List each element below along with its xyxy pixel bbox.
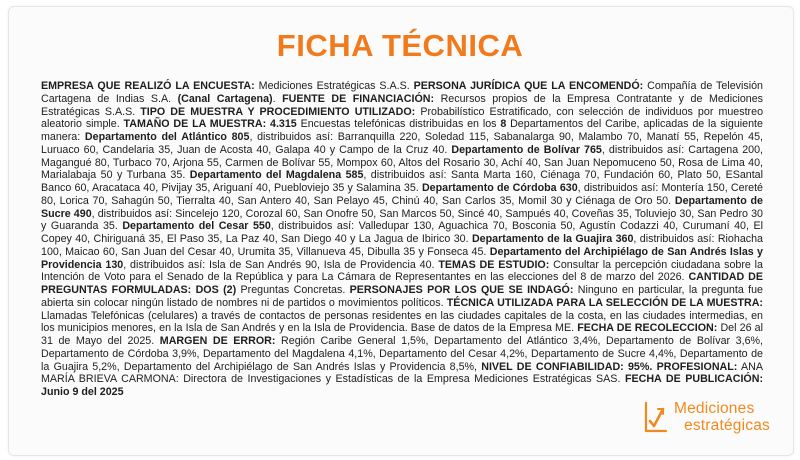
label-cesar: Departamento del Cesar 550 [122,220,271,233]
value-atlantico: , distribuidos así: Barranquilla 220, Soledad 115, Sabanalarga 90, Malambo 70, Manatí 55, Repelón 45, Luruaco 60, Candelaria 35, Juan de Acosta 40, Galapa 40 y Campo de la Cruz 40. [41,131,763,156]
value-empresa: Mediciones Estratégicas S.A.S. [254,80,414,92]
value-personajes: Ninguno en particular, la pregunta fue abierta sin colocar ningún listado de nombres ni de partidos o movimientos políticos. [41,284,763,309]
value-sucre: , distribuidos así: Sincelejo 120, Corozal 60, San Onofre 50, San Marcos 50, Sincé 40, Sampués 40, Coveñas 35, Toluviejo 30, San Pedro 30 y Guaranda 35. [41,207,764,233]
label-profesional: PROFESIONAL: [652,360,738,373]
label-cordoba: Departamento de Córdoba 630 [421,182,578,194]
value-guajira: , distribuidos así: Riohacha 100, Maicao 60, San Juan del Cesar 40, Urumita 35, Villanueva 45, Dibulla 35 y Fonseca 45. [41,233,763,258]
value-fecha-recoleccion: Del 26 al 31 de Mayo del 2025. [41,322,763,347]
value-cordoba: , distribuidos así: Montería 150, Cereté 80, Lorica 70, Sahagún 50, Tierralta 40, San Antero 40, San Pelayo 45, Chinú 40, San Carlos 35, Momil 30 y Ciénaga de Oro 50. [41,182,763,207]
value-tipo: Probabilístico Estratificado, con selección de individuos por muestreo aleatorio simple. [41,105,764,131]
value-tecnica: Llamadas Telefónicas (celulares) a través de contactos de personas residentes en las ciudades capitales de la costa, en las ciudades intermedias, en los municipios menores, en la Isla de San Andrés y en la Isla de Providencia. Base de datos de la Empresa ME. [41,309,763,335]
label-tecnica: TÉCNICA UTILIZADA PARA LA SELECCIÓN DE LA MUESTRA: [446,296,763,309]
value-canal: (Canal Cartagena) [177,92,273,105]
value-san-andres: , distribuidos así: Isla de San Andrés 90, Isla de Providencia 40. [123,258,439,271]
value-margen: Región Caribe General 1,5%, Departamento del Atlántico 3,4%, Departamento de Bolívar 3,6%, Departamento de Córdoba 3,9%, Departamento del Magdalena 4,1%, Departamento del Cesar 4,2%, Departamento de Sucre 4,4%, Departamento de la Guajira 5,2%, Departamento del Archipiélago de San Andrés Islas y Providencia 8,5%, [41,335,763,373]
label-magdalena: Departamento del Magdalena 585 [189,169,364,182]
value-temas: Consultar la percepción ciudadana sobre la Intención de Voto para el Senado de la República y para La Cámara de Representantes en las elecciones del 8 de marzo del 2026. [41,258,763,284]
label-persona: PERSONA JURÍDICA QUE LA ENCOMENDÓ: [413,80,644,92]
company-logo [640,393,780,443]
label-fuente: FUENTE DE FINANCIACIÓN: [282,92,435,105]
label-personajes: PERSONAJES POR LOS QUE SE INDAGÓ: [349,284,574,296]
label-nivel: NIVEL DE CONFIABILIDAD: 95%. [481,360,653,373]
value-tamano-a: Encuestas telefónicas distribuidas en los [296,118,501,131]
value-tamano-b: Departamentos del Caribe, aplicadas de la siguiente manera: [41,118,763,143]
page-title: FICHA TÉCNICA [276,28,524,63]
label-tipo: TIPO DE MUESTRA Y PROCEDIMIENTO UTILIZADO: [140,105,416,118]
label-san-andres: Departamento del Archipiélago de San Andrés Islas y Providencia 130 [41,245,763,271]
label-guajira: Departamento de la Guajira 360 [471,233,634,245]
label-bolivar: Departamento de Bolívar 765 [451,143,602,156]
chart-check-icon [640,399,670,435]
value-cesar: , distribuidos así: Valledupar 130, Aguachica 70, Bosconia 50, Agustín Codazzi 40, Curumaní 40, El Copey 40, Chiriguaná 35, El Paso 35, La Paz 40, San Diego 40 y La Jagua de Ibirico 30. [41,220,763,245]
value-tamano-num: 8 [500,118,507,131]
label-tamano: TAMAÑO DE LA MUESTRA: 4.315 [123,118,297,131]
label-temas: TEMAS DE ESTUDIO: [438,258,550,271]
label-margen: MARGEN DE ERROR: [159,335,276,347]
label-empresa: EMPRESA QUE REALIZÓ LA ENCUESTA: [41,80,255,92]
logo-line-1: Mediciones [674,400,755,417]
value-cantidad: Preguntas Concretas. [236,284,350,296]
logo-line-2: estratégicas [684,417,770,434]
label-cantidad: CANTIDAD DE PREGUNTAS FORMULADAS: DOS (2) [41,271,763,296]
value-profesional: ANA MARÍA BRIEVA CARMONA: Directora de Investigaciones y Estadísticas de la Empresa Mediciones Estratégicas SAS. [41,360,763,386]
value-bolivar: , distribuidos así: Cartagena 200, Magangué 80, Turbaco 70, Arjona 55, Carmen de Bolívar 55, Mompox 60, Altos del Rosario 30, Achí 40, San Juan Nepomuceno 50, Rosa de Lima 40, Marialabaja 50 y Turbana 35. [41,143,763,182]
label-atlantico: Departamento del Atlántico 805 [84,131,250,143]
label-fecha-publicacion: FECHA DE PUBLICACIÓN: Junio 9 del 2025 [41,373,764,398]
value-canal-after: . [272,92,283,105]
label-fecha-recoleccion: FECHA DE RECOLECCION: [577,322,718,335]
value-magdalena: , distribuidos así: Santa Marta 160, Ciénaga 70, Fundación 60, Plato 50, ESantal Banco 60, Aracataca 40, Pivijay 35, Ariguaní 40, Puebloviejo 35 y Salamina 35. [41,169,763,194]
value-persona: Compañía de Televisión Cartagena de Indias S.A. [41,80,763,105]
ficha-body [41,80,763,399]
label-sucre: Departamento de Sucre 490 [41,194,763,220]
value-fuente: Recursos propios de la Empresa Contratante y de Mediciones Estratégicas S.A.S. [41,92,764,118]
